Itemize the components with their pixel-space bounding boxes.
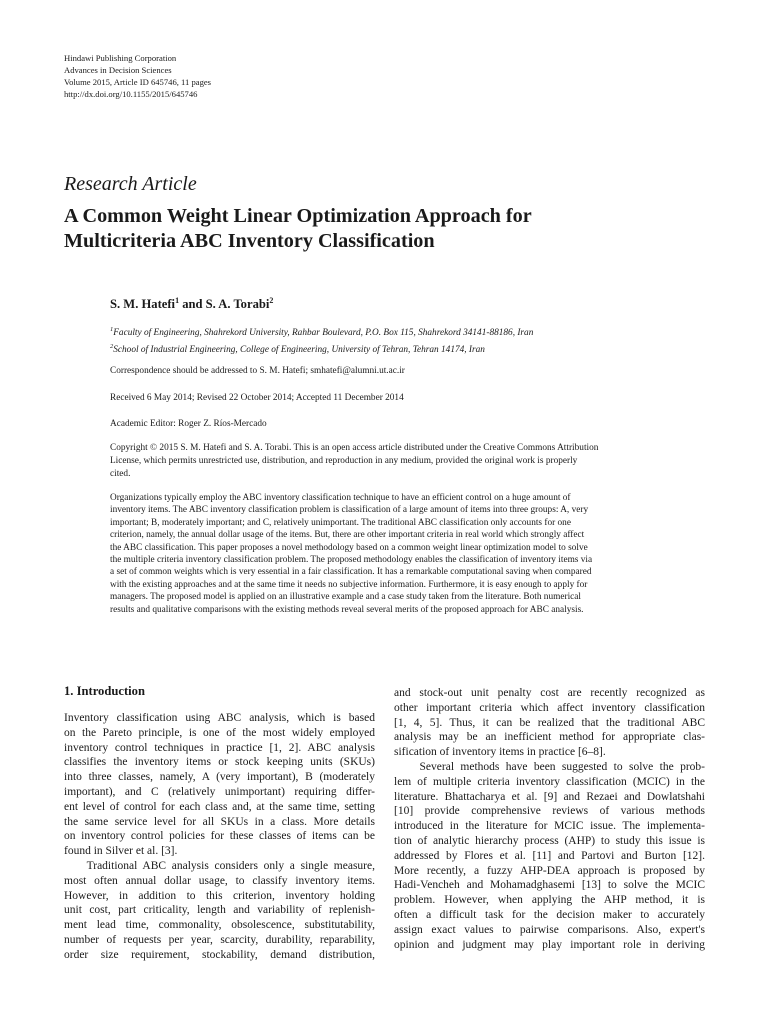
body-line: literature. Bhattacharya et al. [9] and Rezaei and Dowlatshahi xyxy=(394,790,705,803)
affiliations xyxy=(110,323,704,357)
body-line: tion of analytic hierarchy process (AHP) to study this issue is xyxy=(394,834,705,847)
body-line: More recently, a fuzzy AHP-DEA approach is proposed by xyxy=(394,864,705,877)
body-line: most often annual dollar usage, to classify inventory items. xyxy=(64,874,375,887)
affiliation xyxy=(110,340,704,357)
body-line: Several methods have been suggested to solve the prob- xyxy=(394,760,705,773)
body-line: and stock-out unit penalty cost are recently recognized as xyxy=(394,687,705,699)
journal-name: Advances in Decision Sciences xyxy=(64,65,172,75)
body-line: into three classes, namely, A (very important), B (moderately xyxy=(64,771,375,784)
abstract-line: Organizations typically employ the ABC inventory classification technique to have an efficient control on a huge amount of xyxy=(110,493,571,503)
body-line: Traditional ABC analysis considers only a single measure, xyxy=(64,859,375,872)
body-line: often a difficult task for the decision maker to accurately xyxy=(394,908,705,921)
copyright-notice xyxy=(110,442,704,482)
copyright-line: cited. xyxy=(110,469,131,480)
body-line: the same service level for all SKUs in a class. More details xyxy=(64,815,375,828)
abstract-line: results and qualitative comparisons with the existing methods reveal several merits of the proposed approach for ABC analysis. xyxy=(110,604,584,615)
body-line: [1, 4, 5]. Thus, it can be realized that the traditional ABC xyxy=(394,716,705,729)
affiliation-mark: 1 xyxy=(110,326,114,333)
body-column-left xyxy=(64,711,375,963)
body-line: sification of inventory items in practice [6–8]. xyxy=(394,746,606,759)
abstract-line: a set of common weights which is very essential in a fair classification. It has a remarkable computational saving when compared xyxy=(110,567,592,578)
author-joiner: and xyxy=(179,297,206,312)
author-name: S. M. Hatefi xyxy=(110,297,176,312)
volume-line: Volume 2015, Article ID 645746, 11 pages xyxy=(64,77,212,87)
affiliation-text: School of Industrial Engineering, College of Engineering, University of Tehran, Tehran 14174, Iran xyxy=(113,345,485,356)
doi-link[interactable]: http://dx.doi.org/10.1155/2015/645746 xyxy=(64,89,198,99)
copyright-line: License, which permits unrestricted use, distribution, and reproduction in any medium, provided the original work is properly xyxy=(110,456,578,467)
abstract xyxy=(110,492,704,616)
publisher-line: Hindawi Publishing Corporation xyxy=(64,53,177,63)
title-line: Multicriteria ABC Inventory Classification xyxy=(64,230,435,252)
author-affiliation-mark: 2 xyxy=(269,296,274,305)
article-type: Research Article xyxy=(64,173,197,195)
body-line: on the Pareto principle, is one of the most widely employed xyxy=(64,726,375,739)
affiliation xyxy=(110,323,704,340)
paper-title xyxy=(64,204,704,254)
body-line: ment lead time, commonality, obsolescence, substitutability, xyxy=(64,919,375,932)
abstract-line: the ABC classification. This paper proposes a novel methodology based on a common weight linear optimization model to solve xyxy=(110,542,588,553)
body-line: important), and C (relatively unimportant) requiring differ- xyxy=(64,785,375,798)
history-dates: Received 6 May 2014; Revised 22 October 2014; Accepted 11 December 2014 xyxy=(110,393,404,403)
body-line: introduced in the literature for MCIC issue. The implementa- xyxy=(394,820,705,833)
body-line: order size requirement, stockability, demand distribution, xyxy=(64,948,375,961)
body-line: Hadi-Vencheh and Mohamadghasemi [13] to solve the MCIC xyxy=(394,879,705,892)
body-line: lem of multiple criteria inventory classification (MCIC) in the xyxy=(394,775,705,788)
body-line: on inventory control policies for these classes of items can be xyxy=(64,830,375,843)
body-line: opinion and judgment may play important role in deriving xyxy=(394,938,705,951)
affiliation-text: Faculty of Engineering, Shahrekord University, Rahbar Boulevard, P.O. Box 115, Shahrekord 34141-88186, Iran xyxy=(113,328,534,339)
academic-editor: Academic Editor: Roger Z. Ríos-Mercado xyxy=(110,419,267,429)
abstract-line: criterion, namely, the annual dollar usage of the items. But, there are other important criteria in real world which strongly affect xyxy=(110,530,585,541)
body-line: inventory control techniques in practice [1, 2]. ABC analysis xyxy=(64,741,375,754)
abstract-line: managers. The proposed model is applied on an illustrative example and a case study taken from the literature. Both numerical xyxy=(110,592,581,603)
body-line: addressed by Flores et al. [11] and Partovi and Burton [12]. xyxy=(394,849,705,862)
body-line: ent level of control for each class and, at the same time, setting xyxy=(64,800,375,813)
author-affiliation-mark: 1 xyxy=(175,296,180,305)
body-line: other important criteria which affect inventory classification xyxy=(394,701,705,714)
author-list xyxy=(110,296,273,312)
affiliation-mark: 2 xyxy=(110,343,114,351)
journal-header xyxy=(64,52,211,100)
body-line: [10] provide comprehensive reviews of various methods xyxy=(394,805,705,818)
body-line: assign exact values to pairwise comparisons. Also, expert's xyxy=(394,923,705,936)
body-line: problem. However, when applying the AHP method, it is xyxy=(394,894,705,907)
body-column-right xyxy=(394,686,705,952)
author-name: S. A. Torabi xyxy=(205,297,270,312)
title-line: A Common Weight Linear Optimization Approach for xyxy=(64,205,532,227)
body-line: unit cost, part criticality, length and variability of replenish- xyxy=(64,904,375,917)
abstract-line: inventory items. The ABC inventory classification problem is classification of a large amount of items into three groups: A, very xyxy=(110,505,589,516)
body-line: Inventory classification using ABC analysis, which is based xyxy=(64,712,375,724)
abstract-line: the multiple criteria inventory classification problem. The proposed methodology enables the classification of inventory items via xyxy=(110,555,593,566)
copyright-line: Copyright © 2015 S. M. Hatefi and S. A. Torabi. This is an open access article distributed under the Creative Commons Attribution xyxy=(110,443,599,453)
body-line: found in Silver et al. [3]. xyxy=(64,845,178,858)
body-line: However, in addition to this criterion, inventory holding xyxy=(64,889,375,902)
correspondence: Correspondence should be addressed to S. M. Hatefi; smhatefi@alumni.ut.ac.ir xyxy=(110,366,405,376)
body-line: analysis may be an inefficient method for appropriate clas- xyxy=(394,731,705,744)
section-heading: 1. Introduction xyxy=(64,684,145,698)
abstract-line: important; B, moderately important; and C, relatively unimportant. The traditional ABC classification only accounts for one xyxy=(110,517,571,528)
body-line: number of requests per year, scarcity, durability, reparability, xyxy=(64,933,375,946)
body-line: classifies the inventory items or stock keeping units (SKUs) xyxy=(64,756,375,769)
abstract-line: with the existing approaches and at the same time it needs no subjective information. Furthermore, it is easy enough to apply for xyxy=(110,579,588,590)
